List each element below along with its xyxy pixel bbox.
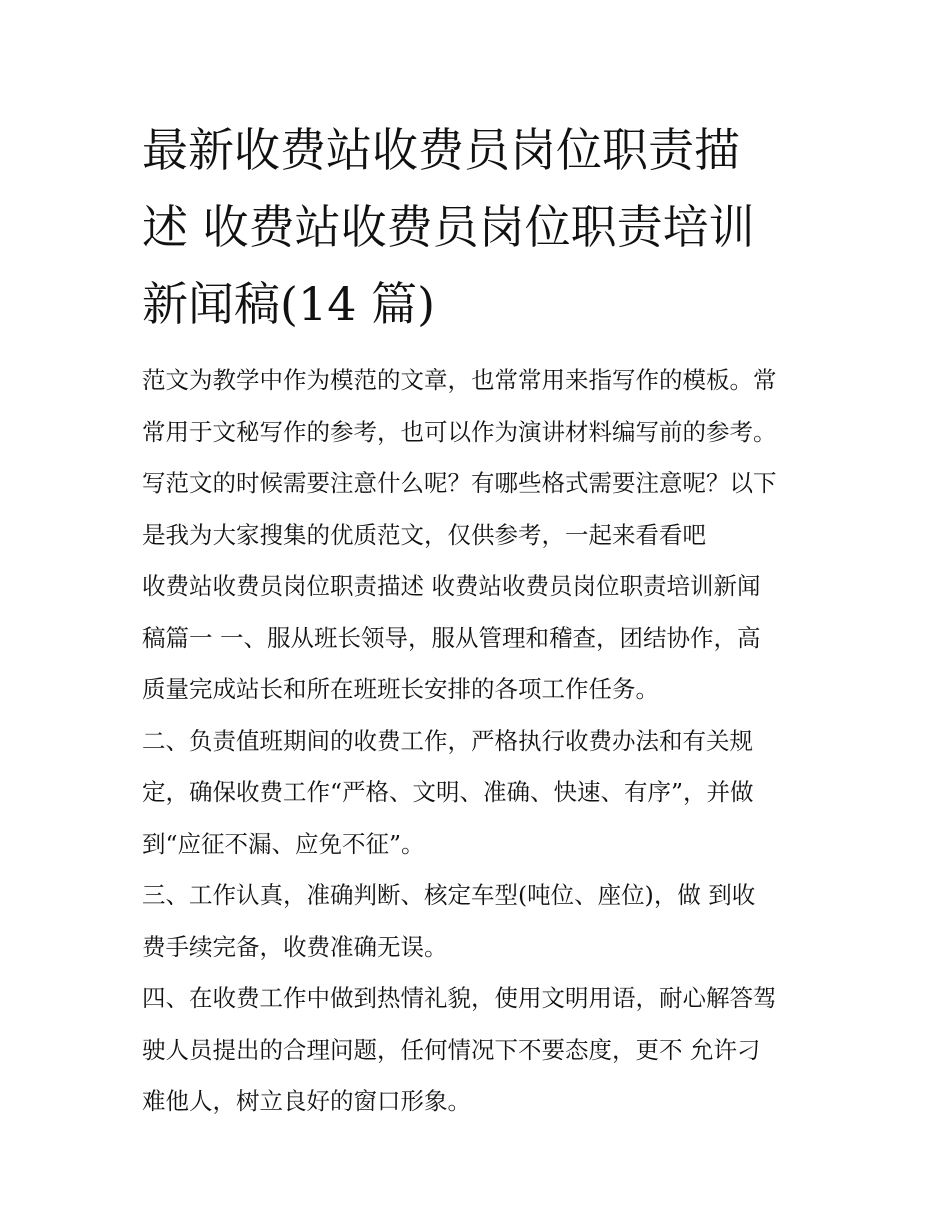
body-line: 四、在收费工作中做到热情礼貌，使用文明用语，耐心解答驾 [142, 984, 777, 1012]
body-line: 到“应征不漏、应免不征”。 [142, 829, 425, 858]
body-line: 质量完成站长和所在班班长安排的各项工作任务。 [142, 675, 659, 703]
document-title [142, 112, 822, 343]
body-line: 稿篇一 一、服从班长领导，服从管理和稽查，团结协作，高 [142, 623, 761, 652]
body-line: 定，确保收费工作“严格、文明、准确、快速、有序”，并做 [142, 778, 754, 806]
body-line: 常用于文秘写作的参考，也可以作为演讲材料编写前的参考。 [142, 417, 777, 446]
body-line: 收费站收费员岗位职责描述 收费站收费员岗位职责培训新闻 [142, 572, 761, 600]
body-line: 费手续完备，收费准确无误。 [142, 932, 448, 961]
body-line: 三、工作认真，准确判断、核定车型(吨位、座位)，做 到收 [142, 881, 756, 909]
body-line: 范文为教学中作为模范的文章，也常常用来指写作的模板。常 [142, 366, 777, 394]
body-line: 是我为大家搜集的优质范文，仅供参考，一起来看看吧 [142, 520, 706, 549]
body-line: 二、负责值班期间的收费工作，严格执行收费办法和有关规 [142, 726, 753, 755]
body-line: 写范文的时候需要注意什么呢？有哪些格式需要注意呢？以下 [142, 469, 777, 497]
title-line: 新闻稿(14 篇) [142, 277, 436, 331]
body-line: 难他人，树立良好的窗口形象。 [142, 1087, 471, 1115]
title-line: 述 收费站收费员岗位职责培训 [142, 200, 755, 254]
body-line: 驶人员提出的合理问题，任何情况下不要态度，更不 允许刁 [142, 1035, 761, 1064]
document-body [142, 355, 822, 1128]
title-line: 最新收费站收费员岗位职责描 [142, 123, 740, 177]
